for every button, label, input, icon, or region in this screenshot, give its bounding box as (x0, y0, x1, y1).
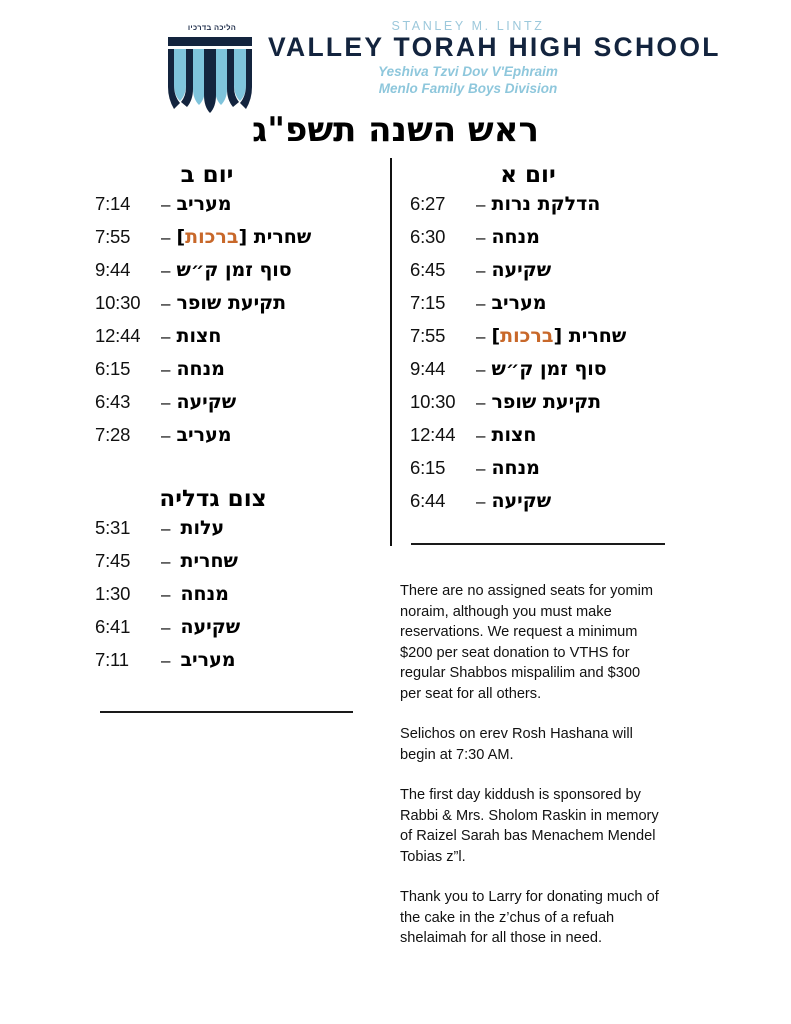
page-header (0, 18, 791, 118)
schedule-time: 10:30 (410, 391, 456, 412)
schedule-time: 7:11 (95, 649, 129, 670)
schedule-label: מנחה (176, 358, 225, 380)
schedule-row (410, 490, 680, 523)
day-one-rows (410, 193, 680, 523)
schedule-label: מנחה (491, 457, 540, 479)
note-paragraph: Thank you to Larry for donating much of the cake in the z’chus of a refuah shelaimah for all those in need. (400, 889, 659, 946)
schedule-dash: – (476, 261, 486, 280)
schedule-label: שקיעה (491, 490, 552, 512)
schedule-dash: – (476, 327, 486, 346)
schedule-label: שקיעה (180, 616, 241, 638)
schedule-time: 12:44 (95, 325, 141, 346)
schedule-row (95, 550, 365, 583)
schedule-label: מנחה (491, 226, 540, 248)
horizontal-divider-left (100, 711, 353, 713)
schedule-row (95, 292, 365, 325)
horizontal-divider-right (411, 543, 665, 545)
schedule-row (95, 358, 365, 391)
schedule-label (489, 325, 680, 347)
schedule-dash: – (161, 426, 171, 445)
schedule-time: 6:43 (95, 391, 131, 412)
announcement-notes (400, 581, 662, 949)
schedule-label: מעריב (176, 193, 232, 215)
schedule-row (95, 325, 365, 358)
schedule-dash: – (476, 459, 486, 478)
bracket-open: [ (553, 325, 563, 347)
schedule-dash: – (476, 393, 486, 412)
schedule-time: 7:45 (95, 550, 131, 571)
schedule-dash: – (476, 228, 486, 247)
logo-motto-text: הליכה בדרכיו (187, 23, 237, 32)
schedule-dash: – (161, 552, 171, 571)
schedule-label: סוף זמן ק״ש (176, 259, 292, 281)
schedule-row (410, 457, 680, 490)
schedule-label: עלות (180, 517, 225, 539)
school-name: VALLEY TORAH HIGH SCHOOL (268, 32, 721, 62)
schedule-dash: – (476, 426, 486, 445)
schedule-row (410, 325, 680, 358)
schedule-row (410, 358, 680, 391)
donor-name: STANLEY M. LINTZ (391, 19, 545, 33)
note-paragraph: The first day kiddush is sponsored by Rabbi & Mrs. Sholom Raskin in memory of Raizel Sarah bas Menachem Mendel Tobias z”l. (400, 787, 659, 865)
day-two-rows (95, 193, 365, 457)
schedule-row (410, 226, 680, 259)
shield-logo-icon (160, 23, 260, 115)
schedule-time: 5:31 (95, 517, 131, 538)
bracket-close: ] (176, 226, 186, 248)
schedule-dash: – (161, 519, 171, 538)
bracket-open: [ (238, 226, 248, 248)
schedule-row (95, 517, 365, 550)
schedule-time: 6:30 (410, 226, 446, 247)
schedule-time: 6:15 (95, 358, 131, 379)
schedule-dash: – (161, 195, 171, 214)
schedule-label: חצות (491, 424, 537, 446)
schedule-row (95, 259, 365, 292)
schedule-dash: – (476, 492, 486, 511)
schedule-dash: – (161, 327, 171, 346)
note-paragraph: Selichos on erev Rosh Hashana will begin at 7:30 AM. (400, 726, 633, 763)
schedule-dash: – (161, 261, 171, 280)
schedule-time: 12:44 (410, 424, 456, 445)
schedule-dash: – (476, 195, 486, 214)
schedule-label (174, 226, 365, 248)
schedule-dash: – (161, 294, 171, 313)
schedule-label: חצות (176, 325, 222, 347)
schedule-time: 7:55 (95, 226, 131, 247)
notes-paragraphs (400, 581, 662, 949)
schedule-row (410, 391, 680, 424)
schedule-day-one (410, 160, 680, 523)
fast-day-rows (95, 517, 365, 682)
schedule-dash: – (161, 618, 171, 637)
schedule-time: 7:55 (410, 325, 446, 346)
schedule-row (410, 424, 680, 457)
schedule-label: מעריב (491, 292, 547, 314)
schedule-time: 1:30 (95, 583, 131, 604)
schedule-label-accent: ברכות (185, 226, 239, 248)
day-one-heading: יום א (500, 162, 556, 188)
schedule-row (95, 424, 365, 457)
schedule-dash: – (161, 360, 171, 379)
schedule-label: שקיעה (491, 259, 552, 281)
schedule-label: מעריב (180, 649, 236, 671)
schedule-time: 10:30 (95, 292, 141, 313)
schedule-row (95, 193, 365, 226)
schedule-label-text: שחרית (562, 325, 627, 347)
schedule-row (95, 649, 365, 682)
day-two-heading: יום ב (180, 162, 234, 188)
schedule-label: שחרית (180, 550, 238, 572)
schedule-time: 6:44 (410, 490, 446, 511)
note-paragraph: There are no assigned seats for yomim noraim, although you must make reservations. We request a minimum $200 per seat donation to VTHS for regular Shabbos mispalilim and $300 per seat for all others. (400, 583, 654, 702)
header-titles (268, 18, 721, 97)
schedule-dash: – (161, 228, 171, 247)
schedule-dash: – (161, 393, 171, 412)
schedule-label: תקיעת שופר (176, 292, 287, 314)
schedule-row (410, 259, 680, 292)
school-subtitle-2: Menlo Family Boys Division (378, 81, 558, 96)
schedule-label: מעריב (176, 424, 232, 446)
schedule-dash: – (161, 651, 171, 670)
school-subtitle-1: Yeshiva Tzvi Dov V'Ephraim (378, 64, 558, 79)
page-title: ראש השנה תשפ"ג (252, 110, 539, 150)
schedule-time: 6:15 (410, 457, 446, 478)
schedule-label-text: שחרית (247, 226, 312, 248)
schedule-label-accent: ברכות (500, 325, 554, 347)
schedule-label: מנחה (180, 583, 229, 605)
schedule-dash: – (476, 360, 486, 379)
schedule-label: סוף זמן ק״ש (491, 358, 607, 380)
schedule-row (95, 583, 365, 616)
schedule-day-two (95, 160, 365, 457)
schedule-time: 6:27 (410, 193, 446, 214)
schedule-row (95, 391, 365, 424)
schedule-label: שקיעה (176, 391, 237, 413)
bracket-close: ] (491, 325, 501, 347)
schedule-row (410, 292, 680, 325)
schedule-time: 7:28 (95, 424, 131, 445)
schedule-time: 7:15 (410, 292, 446, 313)
schedule-time: 7:14 (95, 193, 131, 214)
schedule-row (95, 226, 365, 259)
schedule-row (95, 616, 365, 649)
school-logo (160, 23, 260, 115)
schedule-time: 6:45 (410, 259, 446, 280)
schedule-time: 9:44 (95, 259, 131, 280)
schedule-row (410, 193, 680, 226)
fast-day-heading: צום גדליה (159, 486, 267, 512)
schedule-time: 6:41 (95, 616, 131, 637)
schedule-dash: – (476, 294, 486, 313)
schedule-fast-day (95, 484, 365, 682)
schedule-label: הדלקת נרות (491, 193, 601, 215)
vertical-divider (390, 158, 392, 546)
schedule-label: תקיעת שופר (491, 391, 602, 413)
schedule-dash: – (161, 585, 171, 604)
schedule-time: 9:44 (410, 358, 446, 379)
